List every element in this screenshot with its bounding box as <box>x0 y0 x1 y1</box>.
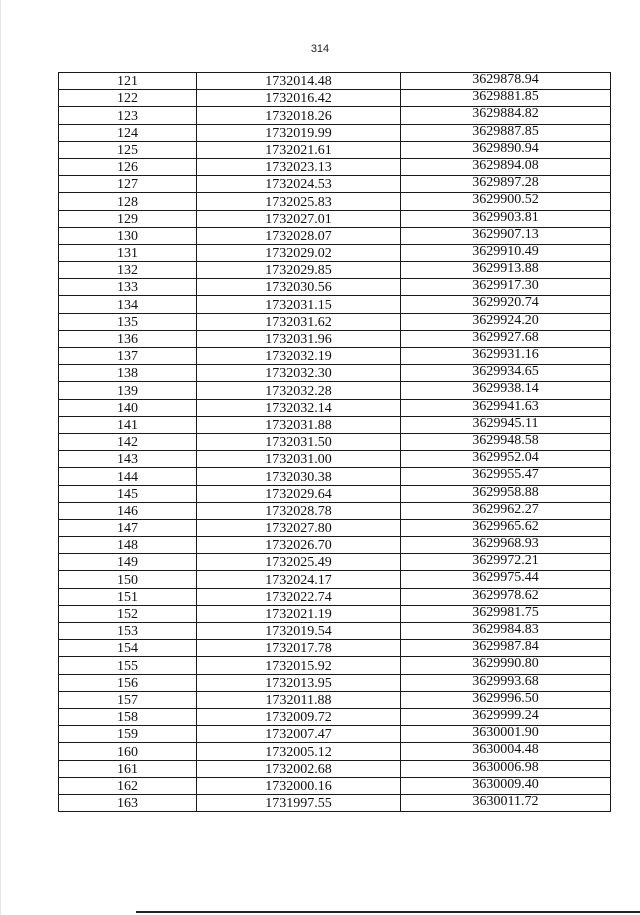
y-coordinate-cell: 3629958.88 <box>401 485 611 502</box>
y-coordinate-cell: 3629884.82 <box>401 107 611 124</box>
point-number-cell: 138 <box>59 365 197 382</box>
point-number-cell: 161 <box>59 760 197 777</box>
point-number-cell: 122 <box>59 90 197 107</box>
point-number-cell: 158 <box>59 708 197 725</box>
y-coordinate-cell: 3630009.40 <box>401 777 611 794</box>
point-number-cell: 131 <box>59 244 197 261</box>
table-row <box>59 623 611 640</box>
point-number-cell: 150 <box>59 571 197 588</box>
y-coordinate-cell: 3629941.63 <box>401 399 611 416</box>
x-coordinate-cell: 1732011.88 <box>197 691 401 708</box>
table-row <box>59 330 611 347</box>
point-number-cell: 130 <box>59 227 197 244</box>
x-coordinate-cell: 1732031.15 <box>197 296 401 313</box>
point-number-cell: 127 <box>59 176 197 193</box>
point-number-cell: 149 <box>59 554 197 571</box>
y-coordinate-cell: 3629920.74 <box>401 296 611 313</box>
table-row <box>59 382 611 399</box>
x-coordinate-cell: 1732032.28 <box>197 382 401 399</box>
x-coordinate-cell: 1732030.56 <box>197 279 401 296</box>
x-coordinate-cell: 1732027.01 <box>197 210 401 227</box>
table-row <box>59 365 611 382</box>
x-coordinate-cell: 1732005.12 <box>197 743 401 760</box>
table-row <box>59 107 611 124</box>
x-coordinate-cell: 1732029.85 <box>197 262 401 279</box>
table-row <box>59 158 611 175</box>
y-coordinate-cell: 3629934.65 <box>401 365 611 382</box>
table-row <box>59 640 611 657</box>
point-number-cell: 123 <box>59 107 197 124</box>
x-coordinate-cell: 1732031.96 <box>197 330 401 347</box>
y-coordinate-cell: 3630011.72 <box>401 794 611 811</box>
point-number-cell: 125 <box>59 141 197 158</box>
table-row <box>59 451 611 468</box>
x-coordinate-cell: 1732009.72 <box>197 708 401 725</box>
point-number-cell: 124 <box>59 124 197 141</box>
table-row <box>59 244 611 261</box>
table-row <box>59 348 611 365</box>
y-coordinate-cell: 3630006.98 <box>401 760 611 777</box>
x-coordinate-cell: 1732027.80 <box>197 519 401 536</box>
table-row <box>59 485 611 502</box>
table-row <box>59 726 611 743</box>
bottom-rule <box>136 911 640 913</box>
table-row <box>59 176 611 193</box>
x-coordinate-cell: 1732000.16 <box>197 777 401 794</box>
table-row <box>59 399 611 416</box>
point-number-cell: 162 <box>59 777 197 794</box>
x-coordinate-cell: 1732031.88 <box>197 416 401 433</box>
table-row <box>59 296 611 313</box>
y-coordinate-cell: 3629968.93 <box>401 537 611 554</box>
x-coordinate-cell: 1732032.14 <box>197 399 401 416</box>
point-number-cell: 157 <box>59 691 197 708</box>
table-row <box>59 468 611 485</box>
x-coordinate-cell: 1732032.30 <box>197 365 401 382</box>
x-coordinate-cell: 1732031.00 <box>197 451 401 468</box>
page-number: 314 <box>310 43 330 55</box>
table-row <box>59 537 611 554</box>
y-coordinate-cell: 3629887.85 <box>401 124 611 141</box>
table-row <box>59 262 611 279</box>
table-row <box>59 141 611 158</box>
point-number-cell: 141 <box>59 416 197 433</box>
point-number-cell: 132 <box>59 262 197 279</box>
point-number-cell: 152 <box>59 605 197 622</box>
x-coordinate-cell: 1732022.74 <box>197 588 401 605</box>
table-row <box>59 691 611 708</box>
x-coordinate-cell: 1732025.83 <box>197 193 401 210</box>
y-coordinate-cell: 3629917.30 <box>401 279 611 296</box>
table-row <box>59 519 611 536</box>
y-coordinate-cell: 3629962.27 <box>401 502 611 519</box>
y-coordinate-cell: 3629993.68 <box>401 674 611 691</box>
x-coordinate-cell: 1732017.78 <box>197 640 401 657</box>
y-coordinate-cell: 3629924.20 <box>401 313 611 330</box>
x-coordinate-cell: 1732028.78 <box>197 502 401 519</box>
table-row <box>59 674 611 691</box>
x-coordinate-cell: 1732021.19 <box>197 605 401 622</box>
point-number-cell: 136 <box>59 330 197 347</box>
x-coordinate-cell: 1732028.07 <box>197 227 401 244</box>
table-row <box>59 90 611 107</box>
x-coordinate-cell: 1732016.42 <box>197 90 401 107</box>
x-coordinate-cell: 1732024.17 <box>197 571 401 588</box>
x-coordinate-cell: 1732029.02 <box>197 244 401 261</box>
y-coordinate-cell: 3629981.75 <box>401 605 611 622</box>
table-row <box>59 571 611 588</box>
table-row <box>59 605 611 622</box>
x-coordinate-cell: 1732002.68 <box>197 760 401 777</box>
y-coordinate-cell: 3629972.21 <box>401 554 611 571</box>
point-number-cell: 129 <box>59 210 197 227</box>
table-row <box>59 210 611 227</box>
table-row <box>59 708 611 725</box>
y-coordinate-cell: 3629907.13 <box>401 227 611 244</box>
y-coordinate-cell: 3629890.94 <box>401 141 611 158</box>
point-number-cell: 140 <box>59 399 197 416</box>
y-coordinate-cell: 3629996.50 <box>401 691 611 708</box>
table-row <box>59 743 611 760</box>
point-number-cell: 154 <box>59 640 197 657</box>
table-row <box>59 124 611 141</box>
table-row <box>59 416 611 433</box>
y-coordinate-cell: 3629975.44 <box>401 571 611 588</box>
x-coordinate-cell: 1732015.92 <box>197 657 401 674</box>
y-coordinate-cell: 3629900.52 <box>401 193 611 210</box>
point-number-cell: 139 <box>59 382 197 399</box>
x-coordinate-cell: 1732031.50 <box>197 433 401 450</box>
y-coordinate-cell: 3629910.49 <box>401 244 611 261</box>
y-coordinate-cell: 3629965.62 <box>401 519 611 536</box>
coordinates-table <box>58 72 611 812</box>
point-number-cell: 148 <box>59 537 197 554</box>
table-row <box>59 588 611 605</box>
point-number-cell: 155 <box>59 657 197 674</box>
table-row <box>59 279 611 296</box>
y-coordinate-cell: 3629984.83 <box>401 623 611 640</box>
point-number-cell: 160 <box>59 743 197 760</box>
point-number-cell: 145 <box>59 485 197 502</box>
x-coordinate-cell: 1732013.95 <box>197 674 401 691</box>
x-coordinate-cell: 1732014.48 <box>197 73 401 90</box>
point-number-cell: 135 <box>59 313 197 330</box>
table-row <box>59 227 611 244</box>
table-row <box>59 193 611 210</box>
point-number-cell: 153 <box>59 623 197 640</box>
x-coordinate-cell: 1732029.64 <box>197 485 401 502</box>
point-number-cell: 156 <box>59 674 197 691</box>
table-row <box>59 657 611 674</box>
table-row <box>59 313 611 330</box>
point-number-cell: 146 <box>59 502 197 519</box>
x-coordinate-cell: 1732018.26 <box>197 107 401 124</box>
point-number-cell: 159 <box>59 726 197 743</box>
x-coordinate-cell: 1732026.70 <box>197 537 401 554</box>
y-coordinate-cell: 3630004.48 <box>401 743 611 760</box>
y-coordinate-cell: 3629945.11 <box>401 416 611 433</box>
y-coordinate-cell: 3629952.04 <box>401 451 611 468</box>
point-number-cell: 142 <box>59 433 197 450</box>
point-number-cell: 147 <box>59 519 197 536</box>
point-number-cell: 163 <box>59 794 197 811</box>
x-coordinate-cell: 1732025.49 <box>197 554 401 571</box>
point-number-cell: 144 <box>59 468 197 485</box>
y-coordinate-cell: 3629903.81 <box>401 210 611 227</box>
point-number-cell: 126 <box>59 158 197 175</box>
table-row <box>59 777 611 794</box>
y-coordinate-cell: 3629999.24 <box>401 708 611 725</box>
y-coordinate-cell: 3629927.68 <box>401 330 611 347</box>
x-coordinate-cell: 1731997.55 <box>197 794 401 811</box>
table-row <box>59 760 611 777</box>
point-number-cell: 143 <box>59 451 197 468</box>
x-coordinate-cell: 1732021.61 <box>197 141 401 158</box>
y-coordinate-cell: 3629881.85 <box>401 90 611 107</box>
x-coordinate-cell: 1732032.19 <box>197 348 401 365</box>
point-number-cell: 133 <box>59 279 197 296</box>
y-coordinate-cell: 3629878.94 <box>401 73 611 90</box>
point-number-cell: 134 <box>59 296 197 313</box>
y-coordinate-cell: 3629938.14 <box>401 382 611 399</box>
y-coordinate-cell: 3629913.88 <box>401 262 611 279</box>
table-row <box>59 502 611 519</box>
y-coordinate-cell: 3629990.80 <box>401 657 611 674</box>
point-number-cell: 121 <box>59 73 197 90</box>
point-number-cell: 137 <box>59 348 197 365</box>
x-coordinate-cell: 1732024.53 <box>197 176 401 193</box>
y-coordinate-cell: 3629955.47 <box>401 468 611 485</box>
y-coordinate-cell: 3629897.28 <box>401 176 611 193</box>
table-row <box>59 794 611 811</box>
y-coordinate-cell: 3629948.58 <box>401 433 611 450</box>
x-coordinate-cell: 1732031.62 <box>197 313 401 330</box>
y-coordinate-cell: 3630001.90 <box>401 726 611 743</box>
x-coordinate-cell: 1732019.54 <box>197 623 401 640</box>
x-coordinate-cell: 1732007.47 <box>197 726 401 743</box>
table-row <box>59 554 611 571</box>
x-coordinate-cell: 1732030.38 <box>197 468 401 485</box>
point-number-cell: 151 <box>59 588 197 605</box>
y-coordinate-cell: 3629931.16 <box>401 348 611 365</box>
x-coordinate-cell: 1732023.13 <box>197 158 401 175</box>
y-coordinate-cell: 3629894.08 <box>401 158 611 175</box>
table-row <box>59 433 611 450</box>
y-coordinate-cell: 3629987.84 <box>401 640 611 657</box>
y-coordinate-cell: 3629978.62 <box>401 588 611 605</box>
coordinates-table-body <box>59 73 611 812</box>
table-row <box>59 73 611 90</box>
x-coordinate-cell: 1732019.99 <box>197 124 401 141</box>
point-number-cell: 128 <box>59 193 197 210</box>
